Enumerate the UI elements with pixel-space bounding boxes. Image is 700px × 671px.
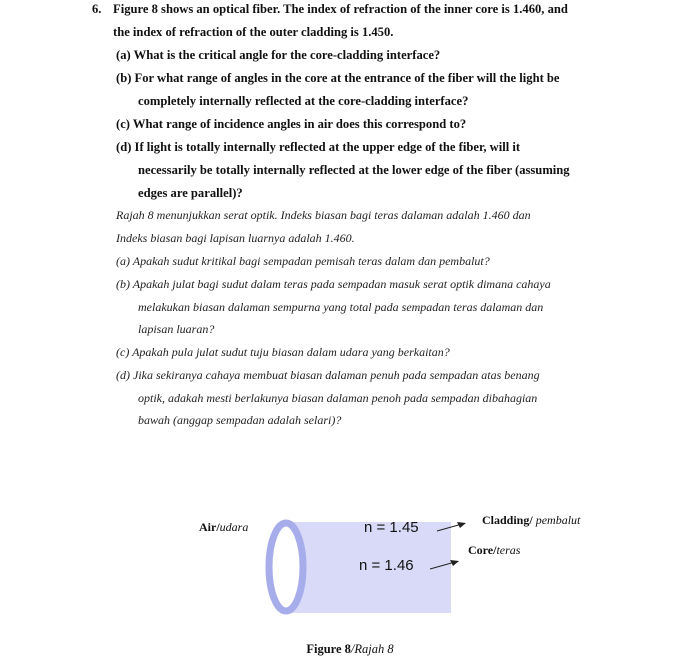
malay-line-7: (c) Apakah pula julat sudut tuju biasan dalam udara yang berkaitan? <box>116 345 450 359</box>
malay-line-6: lapisan luaran? <box>138 322 215 336</box>
cladding-label: Cladding/ pembalut <box>482 513 581 527</box>
english-line-2: the index of refraction of the outer cladding is 1.450. <box>113 25 394 39</box>
english-line-9: edges are parallel)? <box>138 186 243 200</box>
malay-line-8: (d) Jika sekiranya cahaya membuat biasan dalaman penuh pada sempadan atas benang <box>116 368 540 382</box>
core-label: Core/teras <box>468 543 521 557</box>
malay-line-10: bawah (anggap sempadan adalah selari)? <box>138 413 342 427</box>
air-label: Air/udara <box>199 520 249 534</box>
question-number: 6. <box>92 2 102 16</box>
n-cladding-label: n = 1.45 <box>364 519 419 536</box>
english-line-8: necessarily be totally internally reflected at the lower edge of the fiber (assuming <box>138 163 570 177</box>
n-core-label: n = 1.46 <box>359 557 414 574</box>
english-line-1: Figure 8 shows an optical fiber. The index of refraction of the inner core is 1.460, and <box>113 2 568 16</box>
malay-line-9: optik, adakah mesti berlakunya biasan dalaman penoh pada sempadan dibahagian <box>138 391 538 405</box>
malay-line-3: (a) Apakah sudut kritikal bagi sempadan pemisah teras dalam dan pembalut? <box>116 254 490 268</box>
english-line-7: (d) If light is totally internally reflected at the upper edge of the fiber, will it <box>116 140 521 154</box>
malay-line-4: (b) Apakah julat bagi sudut dalam teras pada sempadan masuk serat optik dimana cahaya <box>116 277 551 291</box>
english-line-6: (c) What range of incidence angles in air does this correspond to? <box>116 117 467 131</box>
english-line-3: (a) What is the critical angle for the core-cladding interface? <box>116 48 441 62</box>
figure-caption: Figure 8/Rajah 8 <box>306 642 394 656</box>
fiber-end-ring <box>269 523 303 611</box>
english-line-4: (b) For what range of angles in the core at the entrance of the fiber will the light be <box>116 71 560 85</box>
english-line-5: completely internally reflected at the core-cladding interface? <box>138 94 469 108</box>
malay-line-1: Rajah 8 menunjukkan serat optik. Indeks biasan bagi teras dalaman adalah 1.460 dan <box>116 208 531 222</box>
malay-line-5: melakukan biasan dalaman sempurna yang total pada sempadan teras dalaman dan <box>138 300 544 314</box>
malay-line-2: Indeks biasan bagi lapisan luarnya adalah 1.460. <box>116 231 355 245</box>
